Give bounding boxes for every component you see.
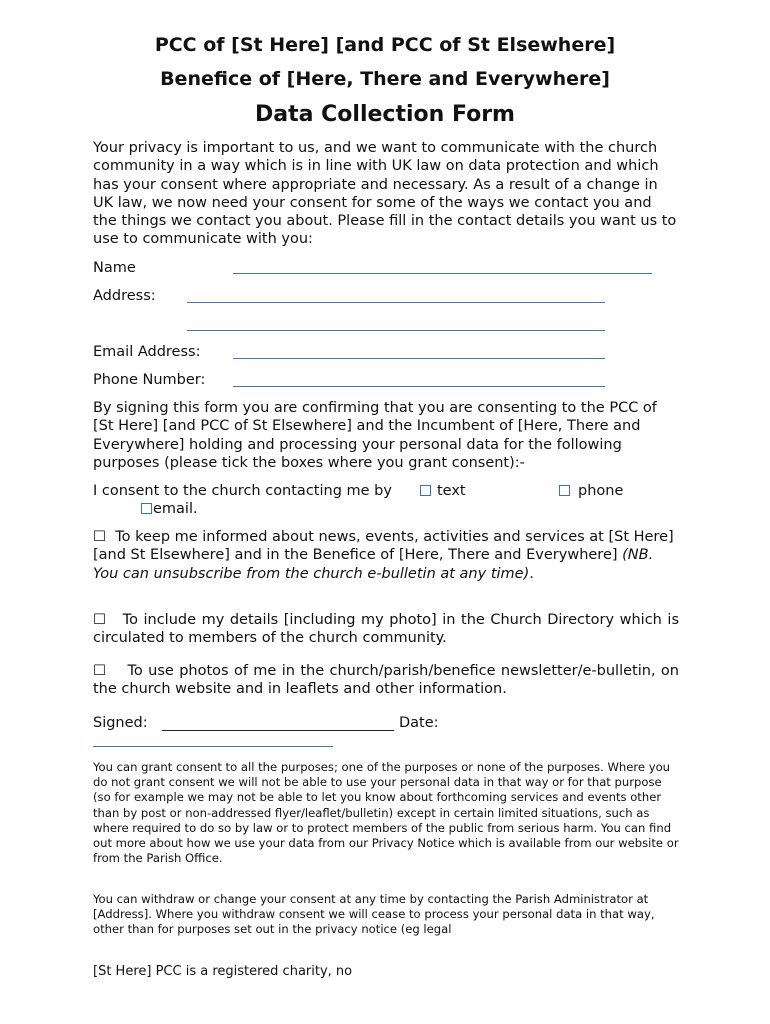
- phone-checkbox[interactable]: [559, 485, 570, 496]
- photos-checkbox[interactable]: ☐: [93, 663, 106, 679]
- directory-text: To include my details [including my photo] in the Church Directory which is circulated to members of the church community.: [93, 612, 679, 647]
- signature-input-line[interactable]: [162, 730, 394, 731]
- consent-item-photos: [93, 662, 679, 699]
- email-label: Email Address:: [93, 344, 201, 360]
- name-label: Name: [93, 260, 136, 276]
- address-input-line-2[interactable]: [187, 330, 605, 331]
- email-option-label: email.: [153, 501, 198, 517]
- photos-text: To use photos of me in the church/parish/benefice newsletter/e-bulletin, on the church website and in leaflets and other information.: [93, 663, 679, 698]
- news-checkbox[interactable]: ☐: [93, 529, 106, 545]
- header-pcc-line: PCC of [St Here] [and PCC of St Elsewhere]: [154, 34, 616, 56]
- notes-paragraph-1: You can grant consent to all the purposes; one of the purposes or none of the purposes. Where you do not grant consent we will not be able to use your personal data in that way or for that purpose (so for example we may not be able to let you know about forthcoming services and events other than by post or non-addressed flyer/leaflet/bulletin) except in certain limited situations, such as where required to do so by law or to protect members of the public from serious harm. You can find out more about how we use your data from our Privacy Notice which is available from our website or from the Parish Office.: [93, 760, 679, 866]
- contact-consent-lead: I consent to the church contacting me by: [93, 483, 392, 499]
- phone-input-line[interactable]: [233, 386, 605, 387]
- address-label: Address:: [93, 288, 156, 304]
- phone-label: Phone Number:: [93, 372, 206, 388]
- date-label: Date:: [399, 715, 439, 731]
- consent-item-directory: [93, 611, 679, 648]
- text-checkbox[interactable]: [420, 485, 431, 496]
- header-benefice-line: Benefice of [Here, There and Everywhere]: [160, 68, 610, 90]
- email-input-line[interactable]: [233, 358, 605, 359]
- page-title: Data Collection Form: [255, 102, 515, 127]
- phone-option-label: phone: [578, 483, 624, 499]
- text-option-label: text: [437, 483, 466, 499]
- directory-checkbox[interactable]: ☐: [93, 612, 106, 628]
- footer-charity-text: [St Here] PCC is a registered charity, no: [93, 964, 353, 979]
- intro-paragraph: Your privacy is important to us, and we want to communicate with the church community in a way which is in line with UK law on data protection and which has your consent where appropriate and necessary. As a result of a change in UK law, we now need your consent for some of the ways we contact you and the things we contact you about. Please fill in the contact details you want us to use to communicate with you:: [93, 140, 677, 248]
- consent-intro-paragraph: By signing this form you are confirming that you are consenting to the PCC of [St Here] [and PCC of St Elsewhere] and the Incumbent of [Here, There and Everywhere] holding and processing your personal data for the following purposes (please tick the boxes where you grant consent):-: [93, 400, 657, 471]
- notes-paragraph-2: You can withdraw or change your consent at any time by contacting the Parish Administrator at [Address]. Where you withdraw consent we will cease to process your personal data in that way, other than for purposes set out in the privacy notice (eg legal: [93, 892, 655, 937]
- date-input-line[interactable]: [93, 746, 333, 747]
- news-end: .: [529, 565, 534, 582]
- email-checkbox[interactable]: [141, 503, 152, 514]
- news-text: To keep me informed about news, events, activities and services at [St Here] [and St Elsewhere] and in the Benefice of [Here, There and Everywhere]: [93, 529, 674, 564]
- signed-label: Signed:: [93, 715, 148, 731]
- name-input-line[interactable]: [233, 273, 652, 274]
- address-input-line-1[interactable]: [187, 302, 605, 303]
- consent-item-news: [93, 528, 679, 583]
- news-note: (NB. You can unsubscribe from the church e-bulletin at any time): [93, 547, 654, 582]
